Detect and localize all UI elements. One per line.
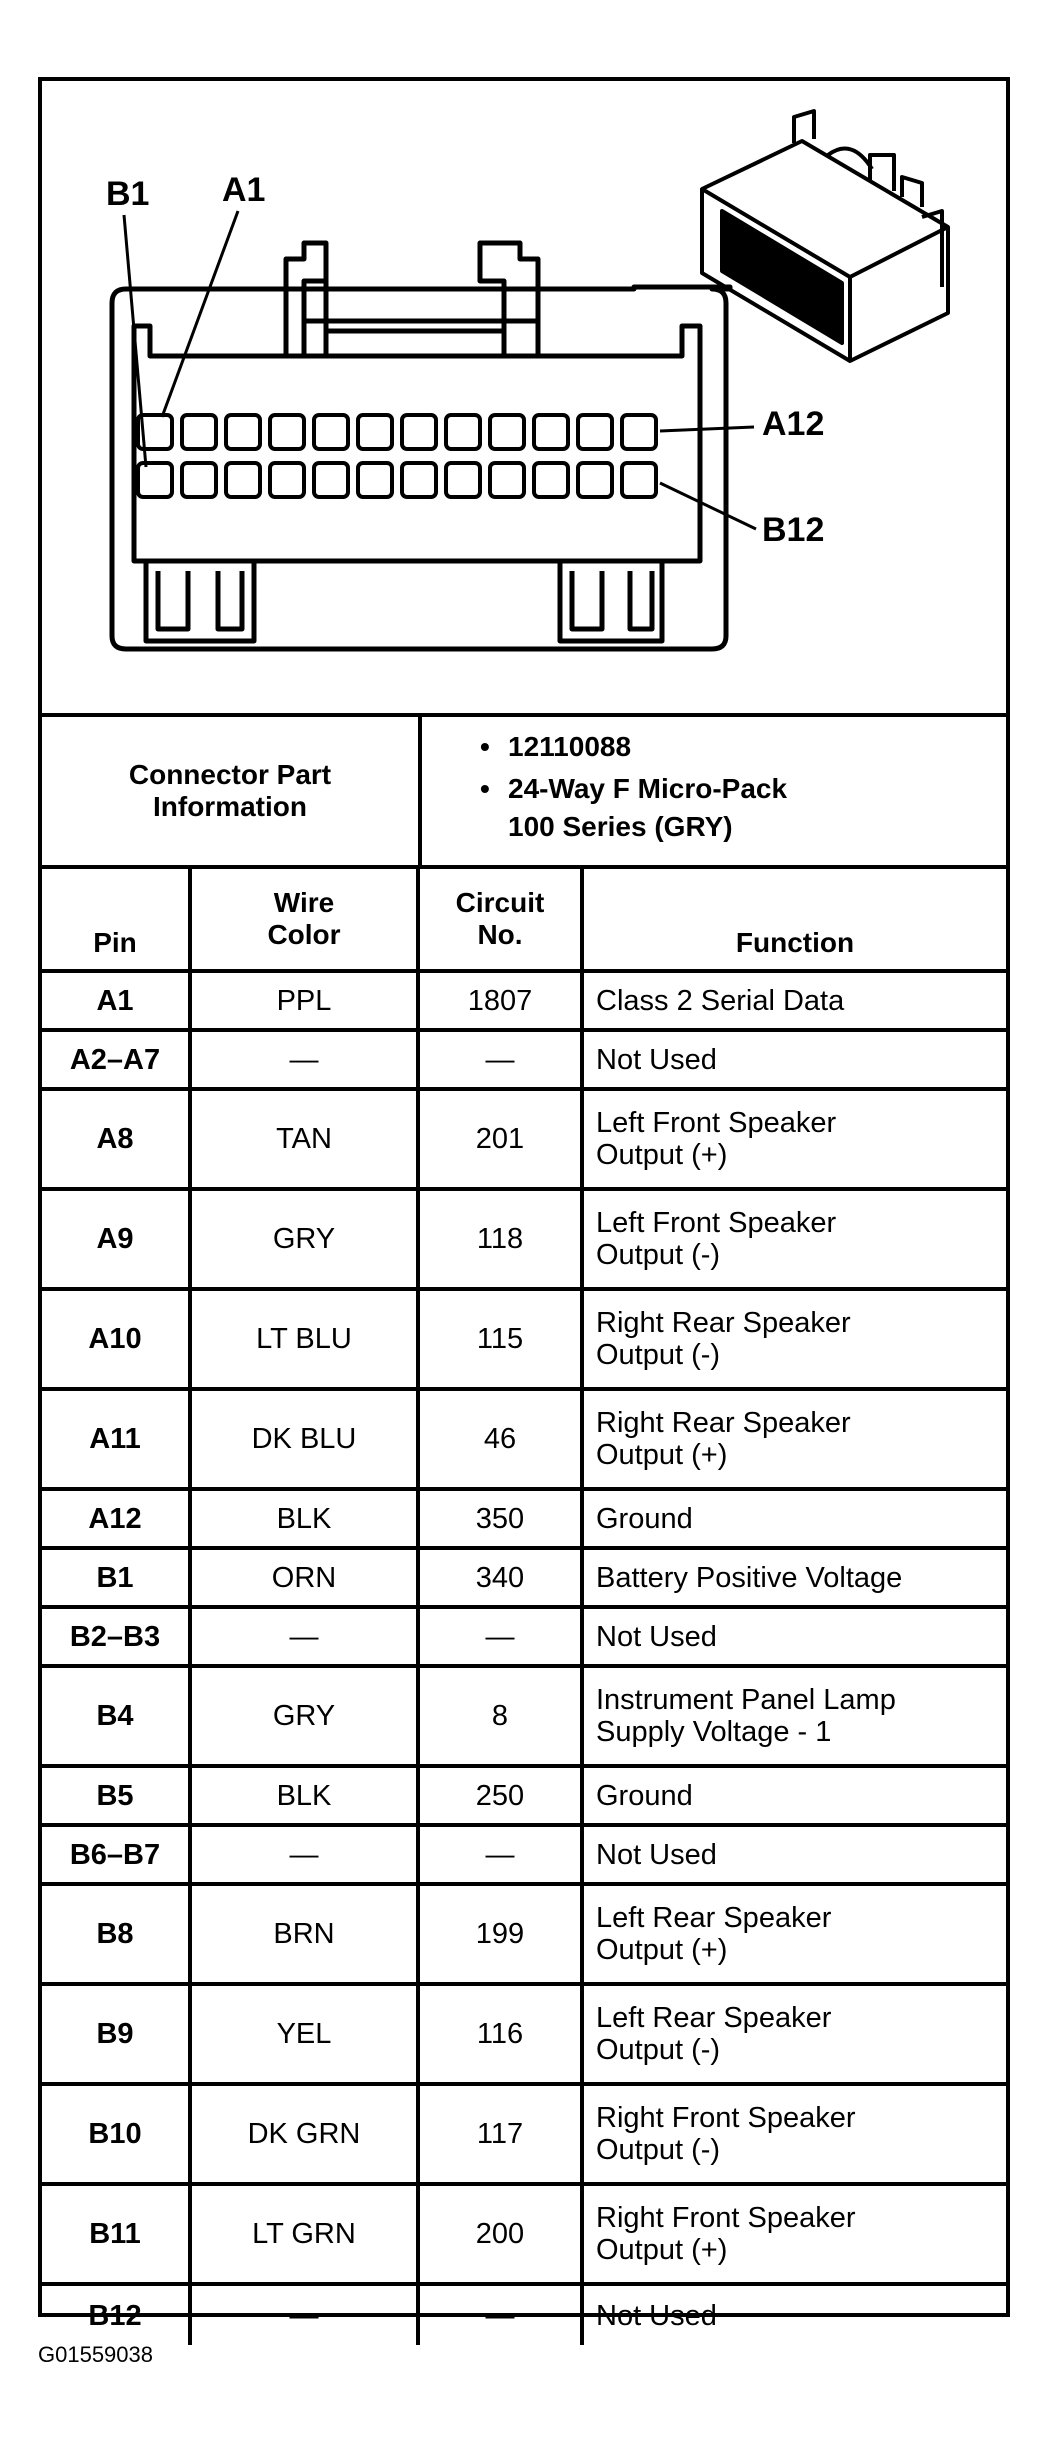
function-line: Left Rear Speaker (596, 2002, 832, 2034)
pin-cell: A2–A7 (42, 1032, 192, 1087)
pinout-table (42, 869, 1006, 2345)
function-line: Not Used (596, 1838, 717, 1871)
wire-color-cell: — (192, 1827, 420, 1882)
wire-color-cell: LT GRN (192, 2186, 420, 2282)
pin-cell: A12 (42, 1491, 192, 1546)
table-row (42, 1391, 1006, 1491)
function-cell (584, 1091, 1006, 1187)
bullet: • (480, 773, 490, 804)
function-line: Not Used (596, 2299, 717, 2332)
table-row (42, 1091, 1006, 1191)
function-line: Right Rear Speaker (596, 1307, 851, 1339)
header-circuit-no: Circuit No. (420, 869, 584, 969)
function-line: Ground (596, 1779, 693, 1812)
function-line: Left Front Speaker (596, 1207, 837, 1239)
table-row (42, 1291, 1006, 1391)
label-a12: A12 (762, 405, 825, 443)
connector-iso-icon (702, 111, 948, 361)
table-row (42, 1191, 1006, 1291)
table-row (42, 1886, 1006, 1986)
function-cell (584, 1491, 1006, 1546)
circuit-cell: 8 (420, 1668, 584, 1764)
circuit-cell: 199 (420, 1886, 584, 1982)
pin-cell: B9 (42, 1986, 192, 2082)
wire-color-cell: PPL (192, 973, 420, 1028)
circuit-cell: — (420, 1032, 584, 1087)
table-row (42, 1986, 1006, 2086)
table-body (42, 973, 1006, 2345)
function-line: Ground (596, 1502, 693, 1535)
function-line: Output (-) (596, 1239, 721, 1271)
connector-face-drawing (42, 81, 1006, 713)
table-row (42, 973, 1006, 1032)
function-cell (584, 1668, 1006, 1764)
header-pin: Pin (42, 869, 192, 969)
function-line: Output (-) (596, 2034, 721, 2066)
pin-cell: A11 (42, 1391, 192, 1487)
circuit-cell: 350 (420, 1491, 584, 1546)
table-row (42, 1827, 1006, 1886)
wire-color-cell: — (192, 2286, 420, 2345)
function-line: Output (-) (596, 2134, 721, 2166)
wire-color-cell: BLK (192, 1491, 420, 1546)
circuit-cell: 1807 (420, 973, 584, 1028)
circuit-cell: — (420, 1609, 584, 1664)
function-cell (584, 1291, 1006, 1387)
function-line: Battery Positive Voltage (596, 1561, 903, 1594)
table-row (42, 1032, 1006, 1091)
label-b12: B12 (762, 511, 825, 549)
function-cell (584, 1032, 1006, 1087)
circuit-cell: — (420, 2286, 584, 2345)
function-line: Right Rear Speaker (596, 1407, 851, 1439)
pin-cell: B6–B7 (42, 1827, 192, 1882)
function-line: Right Front Speaker (596, 2202, 856, 2234)
leader-lines (124, 211, 756, 529)
header-function: Function (735, 927, 855, 958)
function-line: Class 2 Serial Data (596, 984, 845, 1017)
bullet: • (480, 731, 490, 762)
wire-color-cell: TAN (192, 1091, 420, 1187)
wire-color-cell: GRY (192, 1668, 420, 1764)
function-cell (584, 1191, 1006, 1287)
function-cell (584, 1391, 1006, 1487)
pin-cavities (138, 415, 656, 497)
function-cell (584, 2286, 1006, 2345)
table-row (42, 1550, 1006, 1609)
connector-info-label: Connector Part Information (128, 759, 332, 822)
function-line: Left Rear Speaker (596, 1902, 832, 1934)
connector-series: 100 Series (GRY) (508, 811, 733, 842)
connector-sheet (38, 77, 1010, 2332)
circuit-cell: 118 (420, 1191, 584, 1287)
table-row (42, 1491, 1006, 1550)
pin-cell: B11 (42, 2186, 192, 2282)
function-cell (584, 1550, 1006, 1605)
circuit-cell: 117 (420, 2086, 584, 2182)
table-row (42, 2086, 1006, 2186)
function-line: Output (+) (596, 1139, 728, 1171)
table-row (42, 2286, 1006, 2345)
function-line: Output (+) (596, 1439, 728, 1471)
pin-cell: B5 (42, 1768, 192, 1823)
table-row (42, 1668, 1006, 1768)
wire-color-cell: DK GRN (192, 2086, 420, 2182)
wire-color-cell: — (192, 1032, 420, 1087)
pin-cell: B8 (42, 1886, 192, 1982)
pin-cell: B2–B3 (42, 1609, 192, 1664)
function-line: Left Front Speaker (596, 1107, 837, 1139)
pin-cell: B12 (42, 2286, 192, 2345)
wire-color-cell: GRY (192, 1191, 420, 1287)
wire-color-cell: YEL (192, 1986, 420, 2082)
function-line: Output (-) (596, 1339, 721, 1371)
table-header (42, 869, 1006, 973)
connector-type: 24-Way F Micro-Pack (508, 773, 788, 804)
label-a1: A1 (222, 171, 266, 209)
pin-cell: A9 (42, 1191, 192, 1287)
circuit-cell: 116 (420, 1986, 584, 2082)
circuit-cell: 201 (420, 1091, 584, 1187)
wire-color-cell: ORN (192, 1550, 420, 1605)
function-line: Instrument Panel Lamp (596, 1684, 896, 1716)
circuit-cell: 340 (420, 1550, 584, 1605)
header-wire-color: Wire Color (192, 869, 420, 969)
circuit-cell: 115 (420, 1291, 584, 1387)
connector-part-information (42, 717, 1006, 869)
wire-color-cell: DK BLU (192, 1391, 420, 1487)
wire-color-cell: — (192, 1609, 420, 1664)
connector-diagram (42, 81, 1006, 717)
circuit-cell: 250 (420, 1768, 584, 1823)
table-row (42, 2186, 1006, 2286)
function-line: Not Used (596, 1043, 717, 1076)
pin-cell: B4 (42, 1668, 192, 1764)
function-cell (584, 973, 1006, 1028)
label-b1: B1 (106, 175, 150, 213)
pin-cell: B10 (42, 2086, 192, 2182)
table-row (42, 1768, 1006, 1827)
pin-cell: A8 (42, 1091, 192, 1187)
function-cell (584, 1609, 1006, 1664)
function-line: Not Used (596, 1620, 717, 1653)
function-line: Supply Voltage - 1 (596, 1716, 832, 1748)
function-cell (584, 2086, 1006, 2182)
pin-cell: A10 (42, 1291, 192, 1387)
function-cell (584, 2186, 1006, 2282)
function-line: Right Front Speaker (596, 2102, 856, 2134)
function-line: Output (+) (596, 2234, 728, 2266)
pin-cell: B1 (42, 1550, 192, 1605)
function-line: Output (+) (596, 1934, 728, 1966)
circuit-cell: 200 (420, 2186, 584, 2282)
figure-code: G01559038 (38, 2342, 153, 2367)
wire-color-cell: BRN (192, 1886, 420, 1982)
function-cell (584, 1986, 1006, 2082)
part-number: 12110088 (508, 731, 632, 762)
circuit-cell: 46 (420, 1391, 584, 1487)
table-row (42, 1609, 1006, 1668)
function-cell (584, 1886, 1006, 1982)
wire-color-cell: LT BLU (192, 1291, 420, 1387)
function-cell (584, 1827, 1006, 1882)
wire-color-cell: BLK (192, 1768, 420, 1823)
pin-cell: A1 (42, 973, 192, 1028)
circuit-cell: — (420, 1827, 584, 1882)
function-cell (584, 1768, 1006, 1823)
